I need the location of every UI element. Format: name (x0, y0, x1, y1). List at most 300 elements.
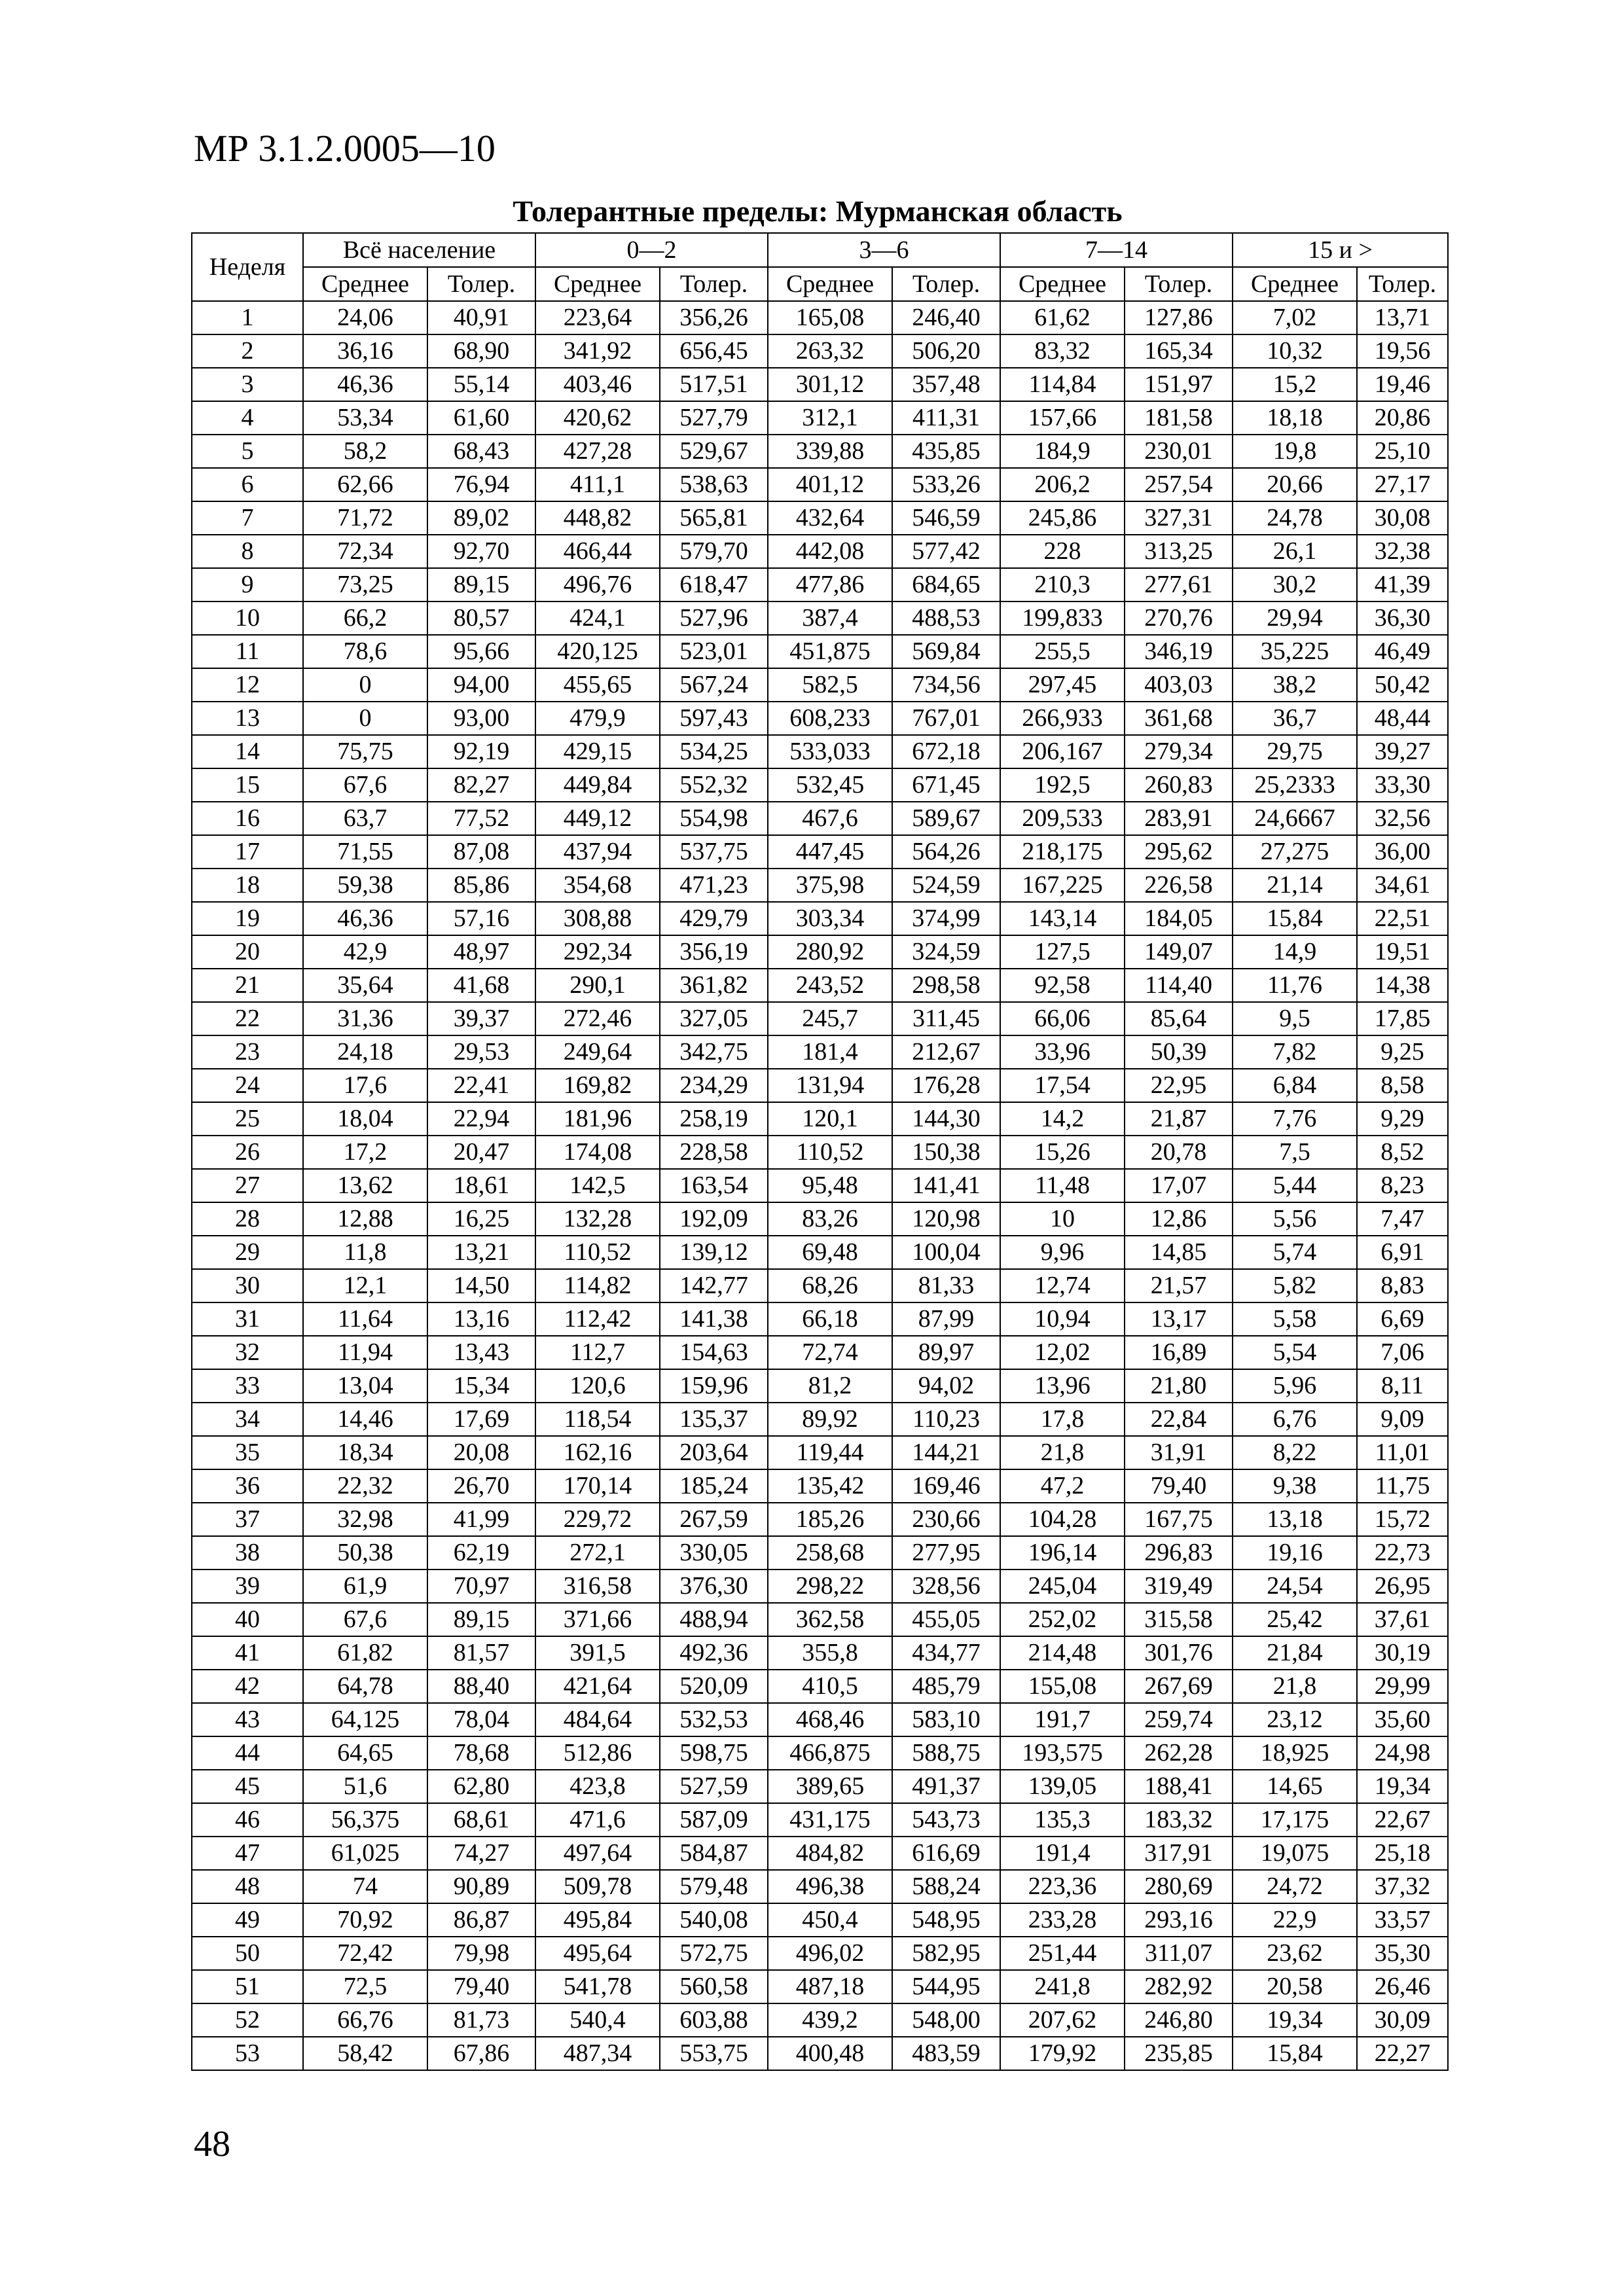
value-cell: 8,52 (1357, 1136, 1448, 1169)
value-cell: 228 (1000, 535, 1125, 568)
week-cell: 47 (192, 1837, 303, 1870)
value-cell: 618,47 (660, 568, 768, 601)
value-cell: 184,05 (1125, 902, 1233, 935)
week-cell: 7 (192, 501, 303, 535)
value-cell: 81,2 (768, 1369, 892, 1403)
value-cell: 439,2 (768, 2003, 892, 2037)
value-cell: 442,08 (768, 535, 892, 568)
value-cell: 448,82 (535, 501, 660, 535)
value-cell: 258,19 (660, 1102, 768, 1136)
value-cell: 51,6 (303, 1770, 427, 1803)
table-row (192, 1302, 1448, 1336)
value-cell: 13,18 (1233, 1503, 1357, 1536)
value-cell: 174,08 (535, 1136, 660, 1169)
table-row (192, 501, 1448, 535)
value-cell: 58,42 (303, 2037, 427, 2070)
value-cell: 131,94 (768, 1069, 892, 1102)
value-cell: 487,18 (768, 1970, 892, 2003)
value-cell: 81,73 (427, 2003, 535, 2037)
value-cell: 64,78 (303, 1670, 427, 1703)
value-cell: 41,68 (427, 969, 535, 1002)
value-cell: 114,82 (535, 1269, 660, 1302)
value-cell: 553,75 (660, 2037, 768, 2070)
value-cell: 18,04 (303, 1102, 427, 1136)
value-cell: 89,15 (427, 1603, 535, 1636)
value-cell: 185,24 (660, 1469, 768, 1503)
value-cell: 33,96 (1000, 1035, 1125, 1069)
value-cell: 36,00 (1357, 835, 1448, 869)
value-cell: 36,30 (1357, 601, 1448, 635)
value-cell: 548,95 (892, 1903, 1000, 1937)
table-row (192, 1035, 1448, 1069)
value-cell: 223,64 (535, 301, 660, 334)
week-cell: 26 (192, 1136, 303, 1169)
value-cell: 533,26 (892, 468, 1000, 501)
value-cell: 357,48 (892, 368, 1000, 401)
value-cell: 26,95 (1357, 1570, 1448, 1603)
value-cell: 21,8 (1233, 1670, 1357, 1703)
value-cell: 734,56 (892, 668, 1000, 702)
value-cell: 207,62 (1000, 2003, 1125, 2037)
table-row (192, 1636, 1448, 1670)
value-cell: 167,75 (1125, 1503, 1233, 1536)
value-cell: 554,98 (660, 802, 768, 835)
table-row (192, 1570, 1448, 1603)
value-cell: 272,46 (535, 1002, 660, 1035)
value-cell: 141,41 (892, 1169, 1000, 1202)
value-cell: 48,97 (427, 935, 535, 969)
week-column-header: Неделя (192, 233, 303, 301)
value-cell: 141,38 (660, 1302, 768, 1336)
value-cell: 15,34 (427, 1369, 535, 1403)
table-body (192, 301, 1448, 2070)
value-cell: 21,87 (1125, 1102, 1233, 1136)
value-cell: 21,14 (1233, 869, 1357, 902)
value-cell: 75,75 (303, 735, 427, 768)
value-cell: 577,42 (892, 535, 1000, 568)
value-cell: 529,67 (660, 435, 768, 468)
value-cell: 22,27 (1357, 2037, 1448, 2070)
value-cell: 150,38 (892, 1136, 1000, 1169)
value-cell: 88,40 (427, 1670, 535, 1703)
value-cell: 497,64 (535, 1837, 660, 1870)
value-cell: 512,86 (535, 1736, 660, 1770)
value-cell: 68,90 (427, 334, 535, 368)
value-cell: 421,64 (535, 1670, 660, 1703)
table-row (192, 902, 1448, 935)
table-row (192, 1536, 1448, 1570)
value-cell: 311,07 (1125, 1937, 1233, 1970)
value-cell: 74 (303, 1870, 427, 1903)
value-cell: 183,32 (1125, 1803, 1233, 1837)
value-cell: 22,67 (1357, 1803, 1448, 1837)
value-cell: 50,42 (1357, 668, 1448, 702)
value-cell: 432,64 (768, 501, 892, 535)
value-cell: 57,16 (427, 902, 535, 935)
value-cell: 241,8 (1000, 1970, 1125, 2003)
week-cell: 33 (192, 1369, 303, 1403)
value-cell: 9,29 (1357, 1102, 1448, 1136)
value-cell: 9,38 (1233, 1469, 1357, 1503)
table-row (192, 1970, 1448, 2003)
value-cell: 671,45 (892, 768, 1000, 802)
week-cell: 8 (192, 535, 303, 568)
value-cell: 46,49 (1357, 635, 1448, 668)
value-cell: 78,68 (427, 1736, 535, 1770)
value-cell: 420,125 (535, 635, 660, 668)
value-cell: 6,91 (1357, 1236, 1448, 1269)
value-cell: 429,79 (660, 902, 768, 935)
value-cell: 92,58 (1000, 969, 1125, 1002)
value-cell: 9,25 (1357, 1035, 1448, 1069)
week-cell: 41 (192, 1636, 303, 1670)
value-cell: 24,72 (1233, 1870, 1357, 1903)
value-cell: 95,66 (427, 635, 535, 668)
table-row (192, 835, 1448, 869)
week-cell: 49 (192, 1903, 303, 1937)
value-cell: 218,175 (1000, 835, 1125, 869)
value-cell: 266,933 (1000, 702, 1125, 735)
week-cell: 2 (192, 334, 303, 368)
value-cell: 206,2 (1000, 468, 1125, 501)
value-cell: 157,66 (1000, 401, 1125, 435)
value-cell: 17,6 (303, 1069, 427, 1102)
table-row (192, 1903, 1448, 1937)
subheader-tolerance: Толер. (427, 267, 535, 301)
value-cell: 567,24 (660, 668, 768, 702)
week-cell: 3 (192, 368, 303, 401)
value-cell: 18,925 (1233, 1736, 1357, 1770)
value-cell: 94,00 (427, 668, 535, 702)
subheader-mean: Среднее (303, 267, 427, 301)
value-cell: 80,57 (427, 601, 535, 635)
week-cell: 40 (192, 1603, 303, 1636)
table-row (192, 1770, 1448, 1803)
week-cell: 53 (192, 2037, 303, 2070)
value-cell: 14,9 (1233, 935, 1357, 969)
value-cell: 11,8 (303, 1236, 427, 1269)
value-cell: 25,42 (1233, 1603, 1357, 1636)
value-cell: 144,21 (892, 1436, 1000, 1469)
value-cell: 90,89 (427, 1870, 535, 1903)
value-cell: 89,92 (768, 1403, 892, 1436)
value-cell: 487,34 (535, 2037, 660, 2070)
value-cell: 420,62 (535, 401, 660, 435)
week-cell: 1 (192, 301, 303, 334)
subheader-tolerance: Толер. (1357, 267, 1448, 301)
value-cell: 33,57 (1357, 1903, 1448, 1937)
value-cell: 565,81 (660, 501, 768, 535)
value-cell: 270,76 (1125, 601, 1233, 635)
value-cell: 15,72 (1357, 1503, 1448, 1536)
value-cell: 149,07 (1125, 935, 1233, 969)
value-cell: 656,45 (660, 334, 768, 368)
subheader-mean: Среднее (535, 267, 660, 301)
value-cell: 296,83 (1125, 1536, 1233, 1570)
value-cell: 118,54 (535, 1403, 660, 1436)
value-cell: 72,74 (768, 1336, 892, 1369)
value-cell: 210,3 (1000, 568, 1125, 601)
value-cell: 484,64 (535, 1703, 660, 1736)
week-cell: 13 (192, 702, 303, 735)
value-cell: 72,42 (303, 1937, 427, 1970)
value-cell: 212,67 (892, 1035, 1000, 1069)
week-cell: 28 (192, 1202, 303, 1236)
value-cell: 159,96 (660, 1369, 768, 1403)
value-cell: 83,26 (768, 1202, 892, 1236)
value-cell: 25,18 (1357, 1837, 1448, 1870)
value-cell: 12,1 (303, 1269, 427, 1302)
value-cell: 7,76 (1233, 1102, 1357, 1136)
week-cell: 25 (192, 1102, 303, 1136)
value-cell: 181,4 (768, 1035, 892, 1069)
value-cell: 19,8 (1233, 435, 1357, 468)
value-cell: 89,02 (427, 501, 535, 535)
subheader-tolerance: Толер. (660, 267, 768, 301)
value-cell: 582,95 (892, 1937, 1000, 1970)
value-cell: 15,84 (1233, 902, 1357, 935)
value-cell: 356,19 (660, 935, 768, 969)
value-cell: 6,84 (1233, 1069, 1357, 1102)
week-cell: 43 (192, 1703, 303, 1736)
value-cell: 143,14 (1000, 902, 1125, 935)
value-cell: 527,59 (660, 1770, 768, 1803)
value-cell: 100,04 (892, 1236, 1000, 1269)
table-row (192, 601, 1448, 635)
value-cell: 319,49 (1125, 1570, 1233, 1603)
value-cell: 228,58 (660, 1136, 768, 1169)
table-row (192, 1069, 1448, 1102)
value-cell: 327,05 (660, 1002, 768, 1035)
value-cell: 66,06 (1000, 1002, 1125, 1035)
value-cell: 12,02 (1000, 1336, 1125, 1369)
value-cell: 61,60 (427, 401, 535, 435)
value-cell: 14,2 (1000, 1102, 1125, 1136)
value-cell: 488,53 (892, 601, 1000, 635)
value-cell: 184,9 (1000, 435, 1125, 468)
table-row (192, 1603, 1448, 1636)
value-cell: 30,08 (1357, 501, 1448, 535)
value-cell: 33,30 (1357, 768, 1448, 802)
value-cell: 293,16 (1125, 1903, 1233, 1937)
week-cell: 14 (192, 735, 303, 768)
value-cell: 192,5 (1000, 768, 1125, 802)
value-cell: 30,2 (1233, 568, 1357, 601)
table-header (192, 233, 1448, 301)
table-row (192, 1202, 1448, 1236)
value-cell: 188,41 (1125, 1770, 1233, 1803)
subheader-mean: Среднее (1000, 267, 1125, 301)
week-cell: 15 (192, 768, 303, 802)
value-cell: 114,84 (1000, 368, 1125, 401)
value-cell: 27,17 (1357, 468, 1448, 501)
value-cell: 68,61 (427, 1803, 535, 1837)
value-cell: 26,46 (1357, 1970, 1448, 2003)
value-cell: 209,533 (1000, 802, 1125, 835)
value-cell: 9,09 (1357, 1403, 1448, 1436)
value-cell: 142,5 (535, 1169, 660, 1202)
value-cell: 298,58 (892, 969, 1000, 1002)
value-cell: 546,59 (892, 501, 1000, 535)
value-cell: 79,98 (427, 1937, 535, 1970)
value-cell: 22,51 (1357, 902, 1448, 935)
value-cell: 19,34 (1233, 2003, 1357, 2037)
value-cell: 235,85 (1125, 2037, 1233, 2070)
value-cell: 42,9 (303, 935, 427, 969)
value-cell: 77,52 (427, 802, 535, 835)
table-row (192, 668, 1448, 702)
value-cell: 181,58 (1125, 401, 1233, 435)
value-cell: 484,82 (768, 1837, 892, 1870)
value-cell: 341,92 (535, 334, 660, 368)
value-cell: 523,01 (660, 635, 768, 668)
value-cell: 400,48 (768, 2037, 892, 2070)
value-cell: 37,61 (1357, 1603, 1448, 1636)
value-cell: 411,31 (892, 401, 1000, 435)
value-cell: 313,25 (1125, 535, 1233, 568)
week-cell: 29 (192, 1236, 303, 1269)
value-cell: 584,87 (660, 1837, 768, 1870)
week-cell: 45 (192, 1770, 303, 1803)
value-cell: 10,94 (1000, 1302, 1125, 1336)
value-cell: 435,85 (892, 435, 1000, 468)
value-cell: 376,30 (660, 1570, 768, 1603)
value-cell: 411,1 (535, 468, 660, 501)
table-row (192, 935, 1448, 969)
value-cell: 15,26 (1000, 1136, 1125, 1169)
value-cell: 83,32 (1000, 334, 1125, 368)
value-cell: 23,62 (1233, 1937, 1357, 1970)
value-cell: 24,78 (1233, 501, 1357, 535)
table-row (192, 1503, 1448, 1536)
value-cell: 169,46 (892, 1469, 1000, 1503)
week-cell: 48 (192, 1870, 303, 1903)
value-cell: 684,65 (892, 568, 1000, 601)
value-cell: 89,15 (427, 568, 535, 601)
value-cell: 30,19 (1357, 1636, 1448, 1670)
value-cell: 191,4 (1000, 1837, 1125, 1870)
value-cell: 672,18 (892, 735, 1000, 768)
value-cell: 21,84 (1233, 1636, 1357, 1670)
value-cell: 10,32 (1233, 334, 1357, 368)
value-cell: 569,84 (892, 635, 1000, 668)
value-cell: 192,09 (660, 1202, 768, 1236)
value-cell: 312,1 (768, 401, 892, 435)
value-cell: 139,05 (1000, 1770, 1125, 1803)
value-cell: 62,66 (303, 468, 427, 501)
value-cell: 424,1 (535, 601, 660, 635)
value-cell: 165,34 (1125, 334, 1233, 368)
value-cell: 6,76 (1233, 1403, 1357, 1436)
week-cell: 36 (192, 1469, 303, 1503)
value-cell: 19,56 (1357, 334, 1448, 368)
value-cell: 303,34 (768, 902, 892, 935)
value-cell: 527,96 (660, 601, 768, 635)
value-cell: 7,5 (1233, 1136, 1357, 1169)
value-cell: 59,38 (303, 869, 427, 902)
value-cell: 14,65 (1233, 1770, 1357, 1803)
value-cell: 70,92 (303, 1903, 427, 1937)
week-cell: 10 (192, 601, 303, 635)
value-cell: 492,36 (660, 1636, 768, 1670)
value-cell: 572,75 (660, 1937, 768, 1970)
value-cell: 311,45 (892, 1002, 1000, 1035)
document-code: МР 3.1.2.0005—10 (194, 127, 496, 170)
value-cell: 263,32 (768, 334, 892, 368)
value-cell: 434,77 (892, 1636, 1000, 1670)
value-cell: 14,50 (427, 1269, 535, 1302)
value-cell: 582,5 (768, 668, 892, 702)
value-cell: 66,2 (303, 601, 427, 635)
week-cell: 46 (192, 1803, 303, 1837)
week-cell: 52 (192, 2003, 303, 2037)
value-cell: 20,78 (1125, 1136, 1233, 1169)
value-cell: 466,875 (768, 1736, 892, 1770)
value-cell: 491,37 (892, 1770, 1000, 1803)
value-cell: 24,18 (303, 1035, 427, 1069)
value-cell: 21,80 (1125, 1369, 1233, 1403)
value-cell: 21,8 (1000, 1436, 1125, 1469)
value-cell: 20,58 (1233, 1970, 1357, 2003)
value-cell: 339,88 (768, 435, 892, 468)
value-cell: 579,70 (660, 535, 768, 568)
value-cell: 20,66 (1233, 468, 1357, 501)
header-row-subheaders (192, 267, 1448, 301)
value-cell: 24,54 (1233, 1570, 1357, 1603)
table-row (192, 1703, 1448, 1736)
table-row (192, 1403, 1448, 1436)
subheader-tolerance: Толер. (892, 267, 1000, 301)
value-cell: 154,63 (660, 1336, 768, 1369)
value-cell: 41,99 (427, 1503, 535, 1536)
week-cell: 37 (192, 1503, 303, 1536)
value-cell: 38,2 (1233, 668, 1357, 702)
value-cell: 29,53 (427, 1035, 535, 1069)
value-cell: 167,225 (1000, 869, 1125, 902)
value-cell: 21,57 (1125, 1269, 1233, 1302)
table-row (192, 1837, 1448, 1870)
table-row (192, 435, 1448, 468)
value-cell: 104,28 (1000, 1503, 1125, 1536)
week-cell: 6 (192, 468, 303, 501)
value-cell: 540,4 (535, 2003, 660, 2037)
value-cell: 8,58 (1357, 1069, 1448, 1102)
value-cell: 67,6 (303, 768, 427, 802)
week-cell: 50 (192, 1937, 303, 1970)
value-cell: 39,27 (1357, 735, 1448, 768)
value-cell: 538,63 (660, 468, 768, 501)
value-cell: 447,45 (768, 835, 892, 869)
value-cell: 603,88 (660, 2003, 768, 2037)
week-cell: 19 (192, 902, 303, 935)
week-cell: 30 (192, 1269, 303, 1302)
value-cell: 15,84 (1233, 2037, 1357, 2070)
value-cell: 85,86 (427, 869, 535, 902)
value-cell: 95,48 (768, 1169, 892, 1202)
value-cell: 185,26 (768, 1503, 892, 1536)
value-cell: 47,2 (1000, 1469, 1125, 1503)
table-row (192, 969, 1448, 1002)
value-cell: 277,61 (1125, 568, 1233, 601)
value-cell: 243,52 (768, 969, 892, 1002)
value-cell: 588,24 (892, 1870, 1000, 1903)
week-cell: 16 (192, 802, 303, 835)
value-cell: 203,64 (660, 1436, 768, 1469)
value-cell: 35,64 (303, 969, 427, 1002)
week-cell: 44 (192, 1736, 303, 1770)
value-cell: 8,23 (1357, 1169, 1448, 1202)
value-cell: 431,175 (768, 1803, 892, 1837)
